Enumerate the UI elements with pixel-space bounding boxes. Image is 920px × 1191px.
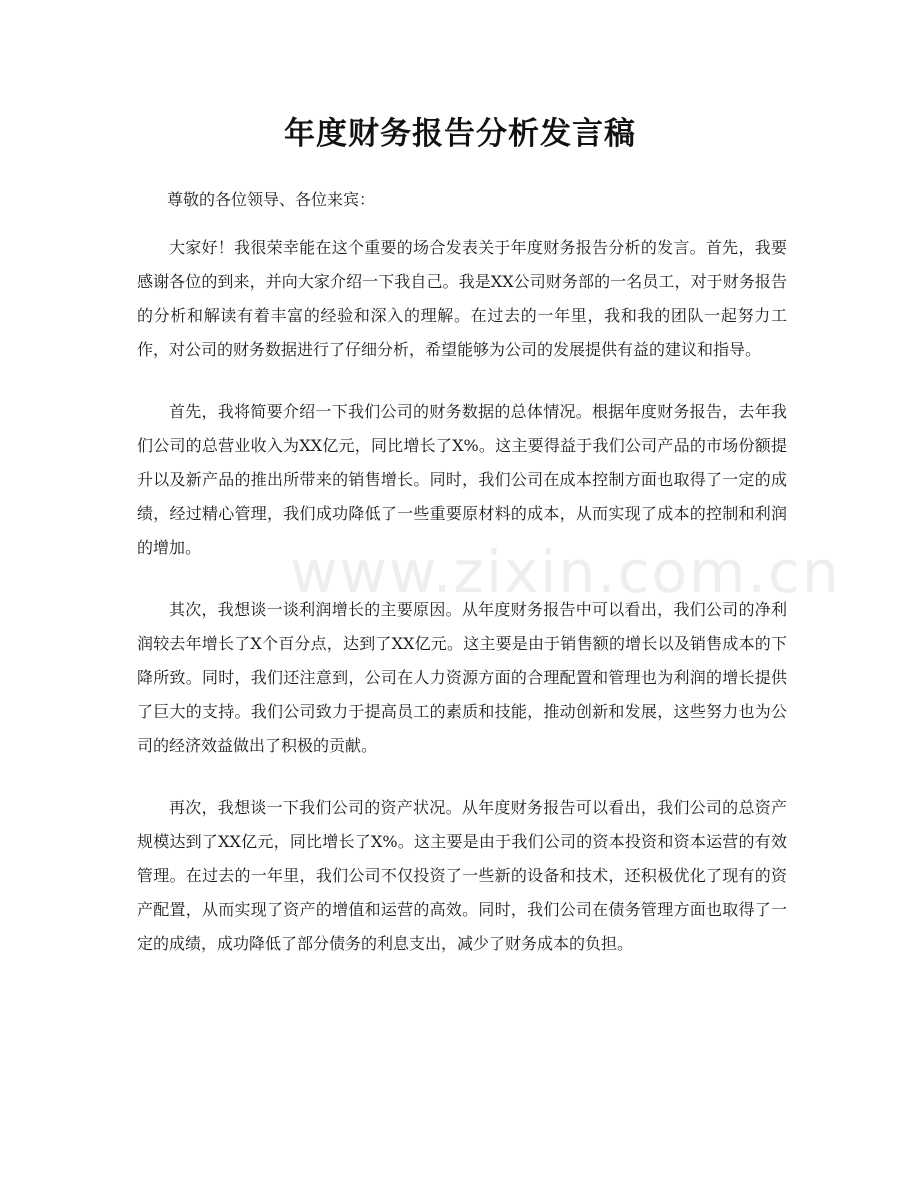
paragraph-intro: 大家好！我很荣幸能在这个重要的场合发表关于年度财务报告分析的发言。首先，我要感谢各位的到来，并向大家介绍一下我自己。我是XX公司财务部的一名员工，对于财务报告的分析和解读有着丰富的经验和深入的理解。在过去的一年里，我和我的团队一起努力工作，对公司的财务数据进行了仔细分析，希望能够为公司的发展提供有益的建议和指导。 (137, 238, 787, 359)
page-title: 年度财务报告分析发言稿 (284, 116, 636, 152)
watermark: www.zixin.com.cn (290, 538, 841, 606)
paragraph-revenue: 首先，我将简要介绍一下我们公司的财务数据的总体情况。根据年度财务报告，去年我们公司的总营业收入为XX亿元，同比增长了X%。这主要得益于我们公司产品的市场份额提升以及新产品的推出所带来的销售增长。同时，我们公司在成本控制方面也取得了一定的成绩，经过精心管理，我们成功降低了一些重要原材料的成本，从而实现了成本的控制和利润的增加。 (137, 402, 787, 557)
document-body (137, 231, 787, 989)
paragraph-profit: 其次，我想谈一谈利润增长的主要原因。从年度财务报告中可以看出，我们公司的净利润较去年增长了X个百分点，达到了XX亿元。这主要是由于销售额的增长以及销售成本的下降所致。同时，我们还注意到，公司在人力资源方面的合理配置和管理也为利润的增长提供了巨大的支持。我们公司致力于提高员工的素质和技能，推动创新和发展，这些努力也为公司的经济效益做出了积极的贡献。 (137, 600, 787, 755)
salutation: 尊敬的各位领导、各位来宾： (167, 190, 376, 209)
paragraph-assets: 再次，我想谈一下我们公司的资产状况。从年度财务报告可以看出，我们公司的总资产规模达到了XX亿元，同比增长了X%。这主要是由于我们公司的资本投资和资本运营的有效管理。在过去的一年里，我们公司不仅投资了一些新的设备和技术，还积极优化了现有的资产配置，从而实现了资产的增值和运营的高效。同时，我们公司在债务管理方面也取得了一定的成绩，成功降低了部分债务的利息支出，减少了财务成本的负担。 (137, 798, 787, 953)
